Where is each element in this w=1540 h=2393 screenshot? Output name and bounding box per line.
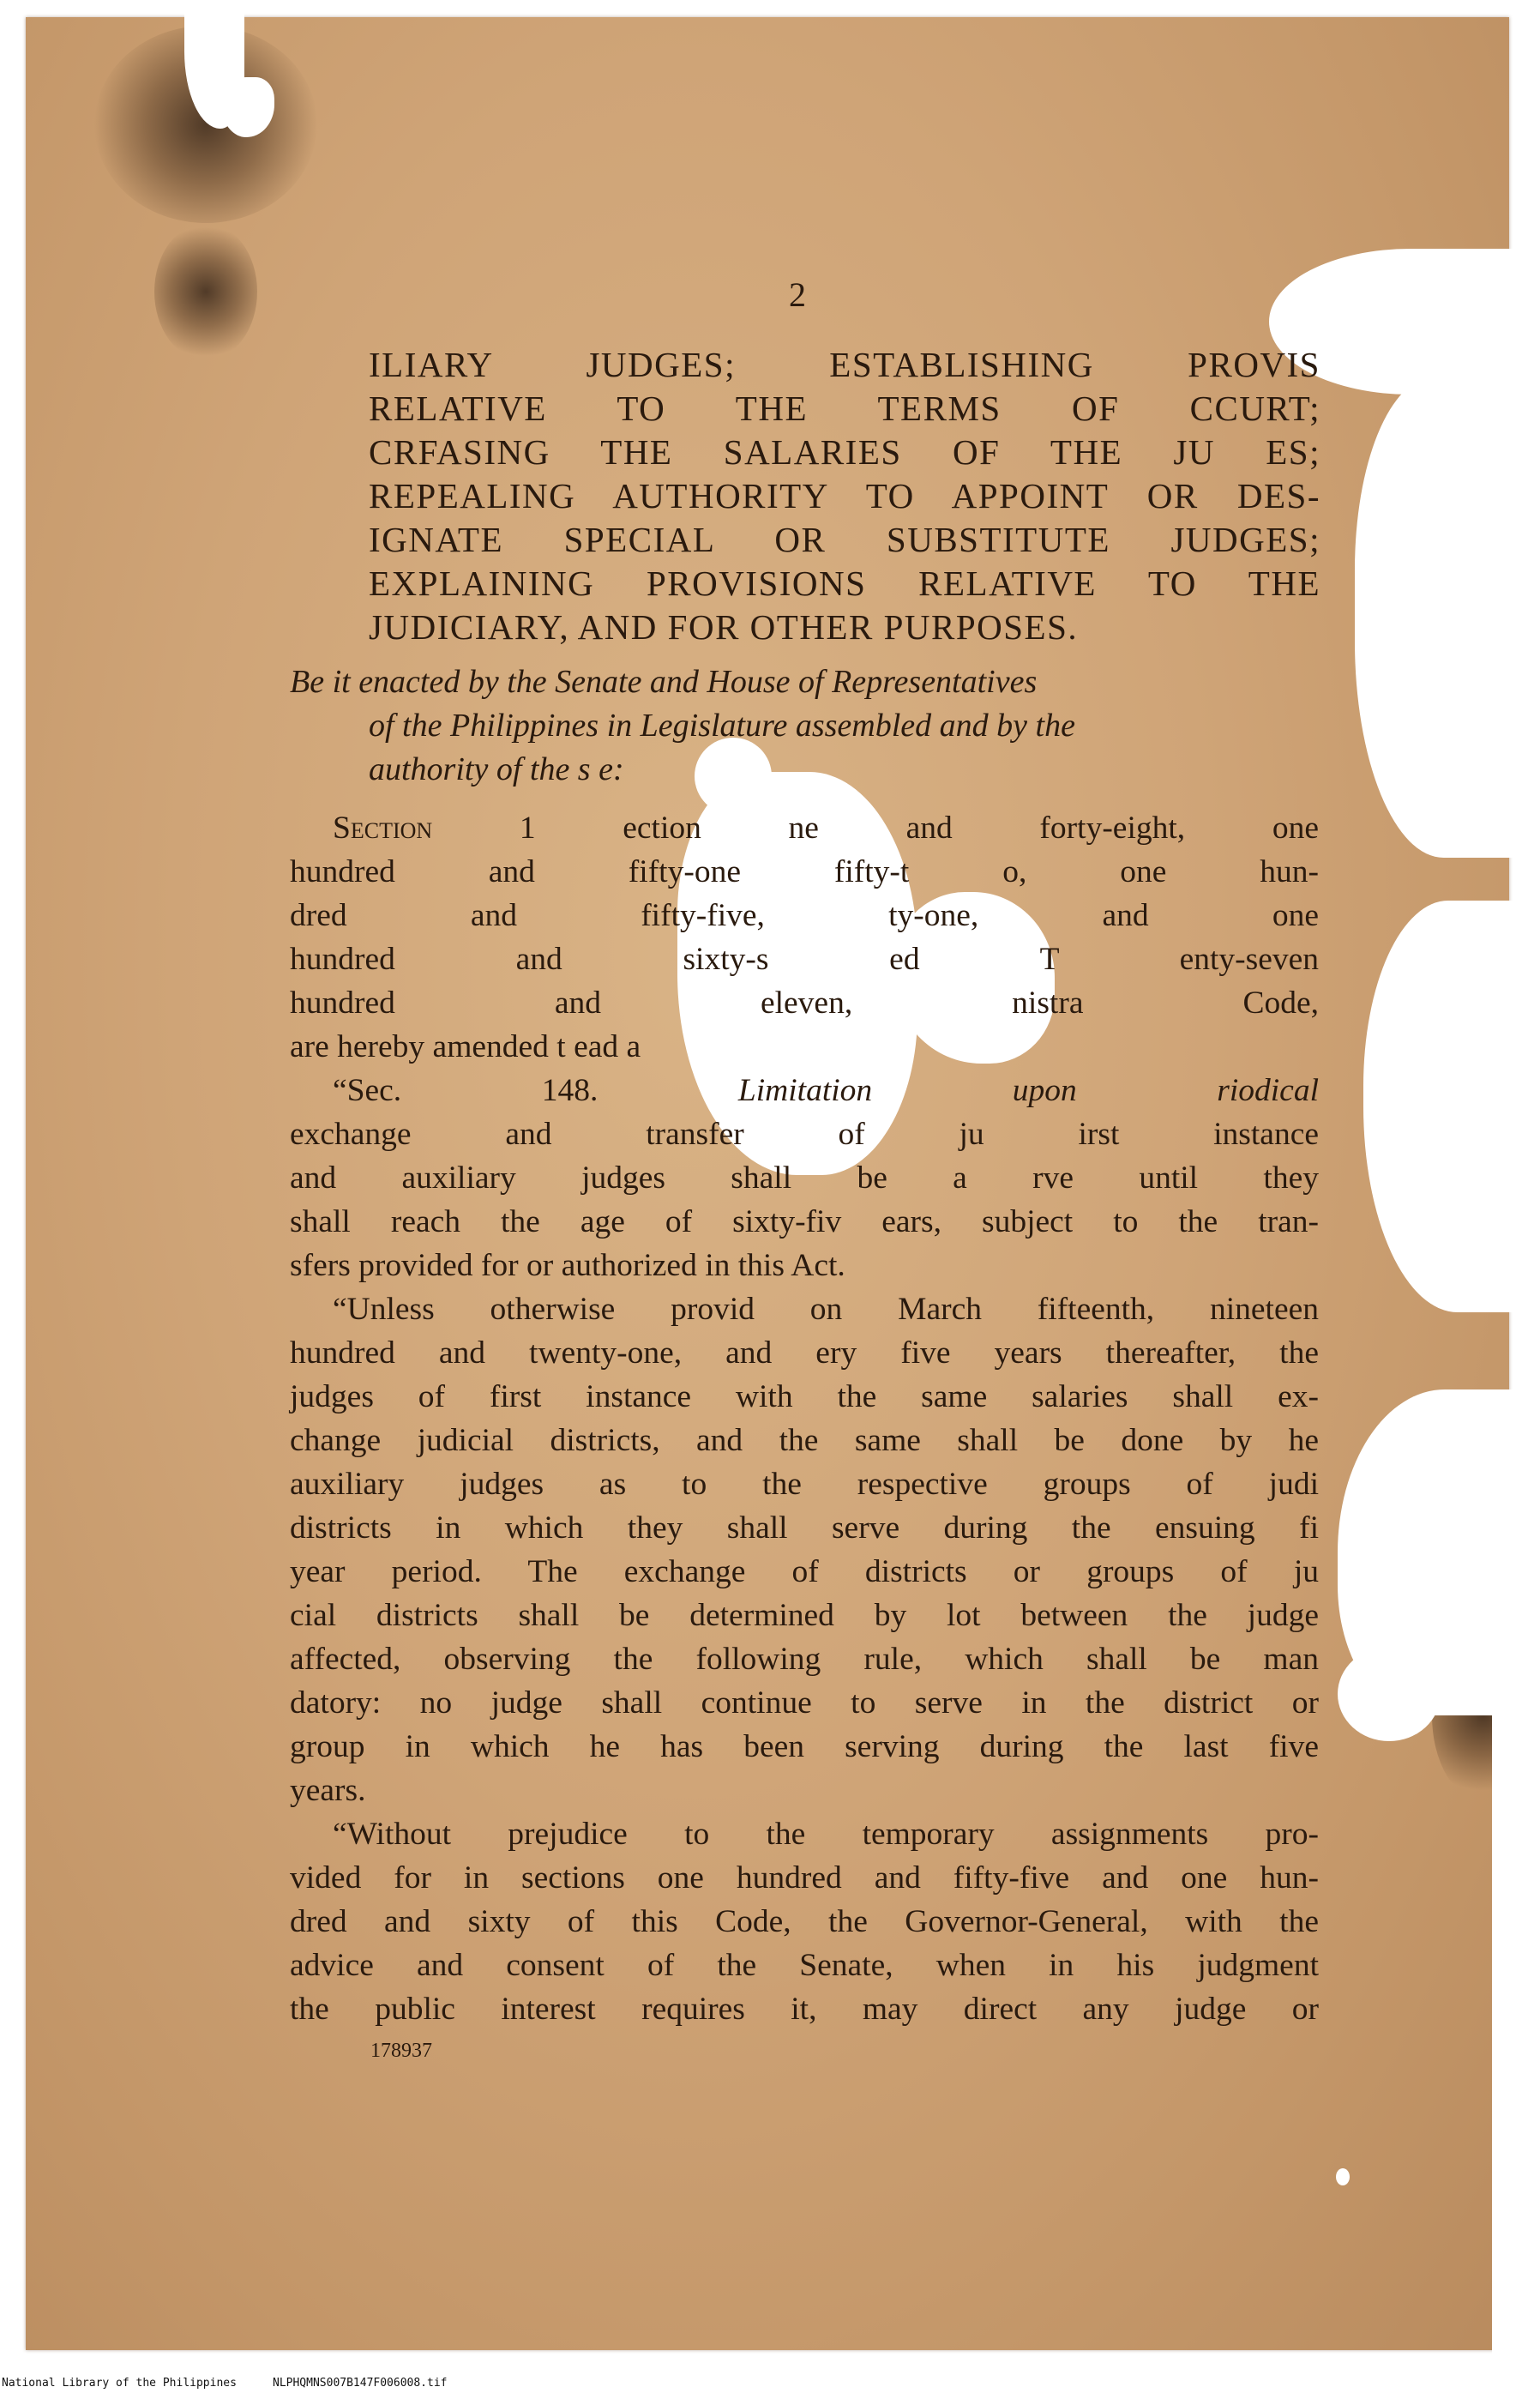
title-line: EXPLAINING PROVISIONS RELATIVE TO THE: [369, 564, 1320, 603]
title-line: RELATIVE TO THE TERMS OF CCURT;: [369, 389, 1320, 428]
section-label: Section 1: [333, 811, 536, 846]
sec-148-line: exchange and transfer of ju irst instance: [290, 1117, 1319, 1152]
unless-paragraph-line: year period. The exchange of districts or groups of ju: [290, 1554, 1319, 1589]
section-1-line: hundred and fifty-one fifty-t o, one hun-: [290, 854, 1319, 889]
unless-paragraph-line: datory: no judge shall continue to serve in the district or: [290, 1685, 1319, 1721]
unless-paragraph-line: judges of first instance with the same salaries shall ex-: [290, 1379, 1319, 1414]
hole-right-bottom-edge: [1492, 1715, 1540, 2367]
unless-paragraph-line: “Unless otherwise provid on March fifteenth, nineteen: [333, 1292, 1319, 1327]
title-line: CRFASING THE SALARIES OF THE JU ES;: [369, 432, 1320, 472]
printer-number: 178937: [370, 2040, 432, 2062]
without-paragraph-line: “Without prejudice to the temporary assignments pro-: [333, 1817, 1319, 1852]
title-line: REPEALING AUTHORITY TO APPOINT OR DES-: [369, 476, 1320, 515]
act-title-continuation: [369, 343, 1320, 649]
section-1-text: ection ne and forty-eight, one: [535, 811, 1319, 846]
title-line: IGNATE SPECIAL OR SUBSTITUTE JUDGES;: [369, 520, 1320, 559]
section-1-line: are hereby amended t ead a: [290, 1029, 641, 1064]
without-paragraph-line: the public interest requires it, may direct any judge or: [290, 1992, 1319, 2027]
scan-filename: NLPHQMNS007B147F006008.tif: [273, 2377, 448, 2390]
section-1-line: dred and fifty-five, ty-one, and one: [290, 898, 1319, 933]
unless-paragraph-line: cial districts shall be determined by lot between the judge: [290, 1598, 1319, 1633]
enacting-line: Be it enacted by the Senate and House of Representatives: [290, 664, 1038, 700]
sec-148-line: shall reach the age of sixty-fiv ears, subject to the tran-: [290, 1204, 1319, 1239]
enacting-line: of the Philippines in Legislature assembled and by the: [369, 708, 1075, 744]
unless-paragraph-line: change judicial districts, and the same shall be done by he: [290, 1423, 1319, 1458]
hole-right-mid: [1355, 377, 1540, 858]
sec-148-caption: Limitation upon riodical: [598, 1073, 1319, 1108]
section-1-line: hundred and eleven, nistra Code,: [290, 986, 1319, 1021]
unless-paragraph-line: hundred and twenty-one, and ery five years thereafter, the: [290, 1335, 1319, 1371]
unless-paragraph-line: districts in which they shall serve during the ensuing fi: [290, 1510, 1319, 1546]
sec-148-heading: [290, 1069, 1319, 1112]
section-1-line: [290, 806, 1319, 850]
hole-right-tip: [1338, 1647, 1441, 1741]
sec-148-line: sfers provided for or authorized in this Act.: [290, 1248, 845, 1283]
page-number: 2: [789, 275, 806, 314]
sec-148-label: “Sec. 148.: [333, 1073, 599, 1108]
unless-paragraph-line: years.: [290, 1773, 366, 1808]
enacting-clause: [290, 660, 1319, 792]
without-paragraph-line: advice and consent of the Senate, when in his judgment: [290, 1948, 1319, 1983]
body-text: [290, 806, 1319, 2031]
unless-paragraph-line: auxiliary judges as to the respective groups of judi: [290, 1467, 1319, 1502]
sec-148-line: and auxiliary judges shall be a rve until they: [290, 1160, 1319, 1196]
title-line: ILIARY JUDGES; ESTABLISHING PROVIS: [369, 345, 1320, 384]
library-name: National Library of the Philippines: [2, 2377, 237, 2390]
hole-right-lower: [1363, 901, 1540, 1312]
burn-stain-left: [154, 223, 257, 360]
hole-small-dot: [1336, 2168, 1350, 2185]
unless-paragraph-line: affected, observing the following rule, which shall be man: [290, 1642, 1319, 1677]
title-line: JUDICIARY, AND FOR OTHER PURPOSES.: [369, 607, 1079, 647]
section-1-line: hundred and sixty-s ed T enty-seven: [290, 942, 1319, 977]
unless-paragraph-line: group in which he has been serving during the last five: [290, 1729, 1319, 1764]
enacting-line: authority of the s e:: [369, 751, 624, 787]
without-paragraph-line: vided for in sections one hundred and fifty-five and one hun-: [290, 1860, 1319, 1896]
without-paragraph-line: dred and sixty of this Code, the Governor-General, with the: [290, 1904, 1319, 1939]
archive-caption-strip: [0, 2374, 1540, 2393]
